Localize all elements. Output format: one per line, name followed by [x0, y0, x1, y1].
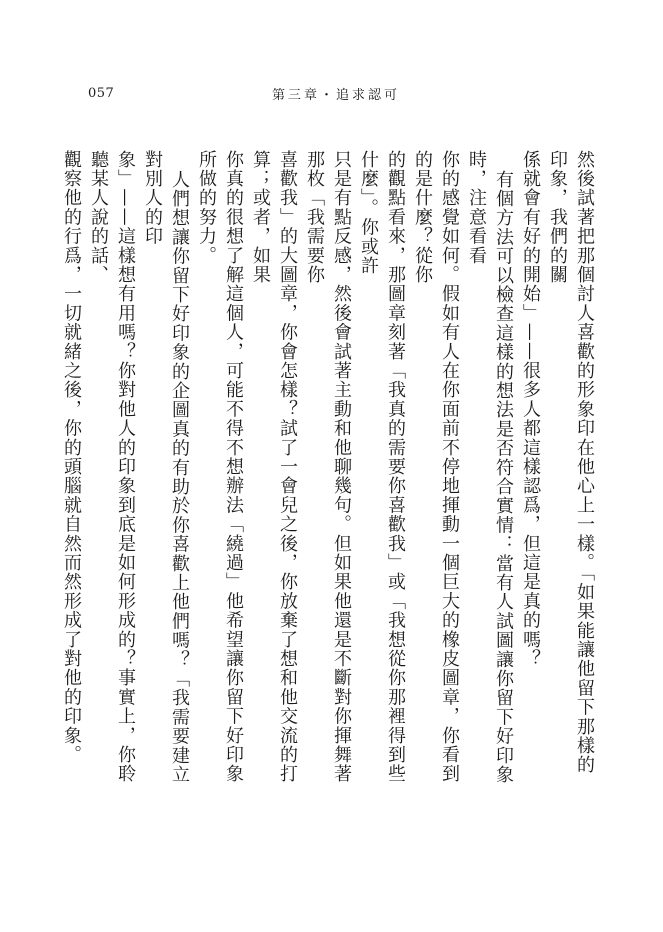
text-line: 你的感覺如何。假如有人在你面前不停地揮動一個巨大的橡皮圖章，你看到的是什麼？從你	[412, 150, 460, 784]
body-text	[61, 150, 598, 790]
paragraph-2	[193, 150, 517, 790]
text-line: 觀察他的行爲，一切就緒之後，你的頭腦就自然而然形成了對他的印象。	[61, 150, 82, 765]
text-line: 係就會有好的開始」——很多人都這樣認爲，但這是真的嗎？	[520, 150, 541, 669]
paragraph-3	[58, 150, 193, 790]
text-line: 人們想讓你留下好印象的企圖真的有助於你喜歡上他們嗎？「我需要建立對別人的印	[142, 150, 190, 785]
text-line: 喜歡我」的大圖章，你會怎樣？試了一會兒之後，你放棄了想和他交流的打算；或者，如果	[250, 150, 298, 784]
text-line: 象」——這樣想有用嗎？你對他人的印象到底是如何形成的？事實上，你聆聽某人說的話、	[88, 150, 136, 784]
page-number: 057	[88, 86, 115, 101]
chapter-title: 第三章・追求認可	[272, 88, 401, 103]
text-line: 你真的很想了解這個人，可能不得不想辦法「繞過」他希望讓你留下好印象所做的努力。	[196, 150, 244, 784]
text-line: 只是有點反感，然後會試著主動和他聊幾句。但如果他還是不斷對你揮舞著那枚「我需要你	[304, 150, 352, 784]
text-line: 然後試著把那個討人喜歡的形象印在他心上一樣。「如果能讓他留下那樣的印象，我們的關	[547, 150, 595, 775]
paragraph-1	[517, 150, 598, 790]
text-line: 的觀點看來，那圖章刻著「我真的需要你喜歡我」或「我想從你那裡得到些什麼」。你或許	[358, 150, 406, 784]
text-line: 有個方法可以檢查這樣的想法是否符合實情：當有人試圖讓你留下好印象時，注意看看	[466, 150, 514, 785]
